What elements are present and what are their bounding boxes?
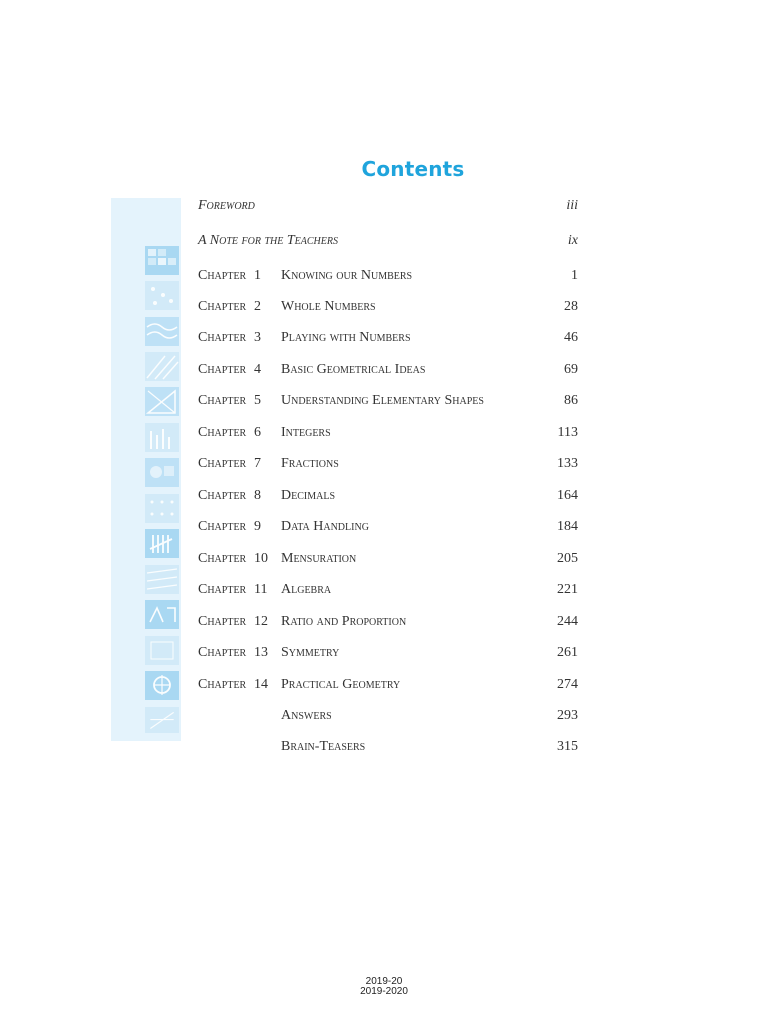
toc-entry-chapter-9[interactable] (198, 517, 578, 537)
shapes-icon (145, 458, 179, 487)
toc-entry-chapter-5[interactable] (198, 391, 578, 411)
toc-entry-chapter-7[interactable] (198, 454, 578, 474)
dotted-grid-icon (145, 494, 179, 523)
chapter-title: Decimals (281, 488, 336, 503)
entry-page-number: iii (566, 198, 578, 213)
chapter-title: Fractions (281, 456, 339, 471)
chapter-number: 7 (254, 456, 261, 471)
toc-entry-chapter-3[interactable] (198, 328, 578, 348)
chapter-title: Basic Geometrical Ideas (281, 362, 426, 377)
toc-entry-answers[interactable] (198, 706, 578, 726)
chapter-title: Whole Numbers (281, 299, 376, 314)
chapter-label: Chapter (198, 551, 247, 566)
toc-entry-chapter-2[interactable] (198, 297, 578, 317)
chapter-label: Chapter (198, 519, 247, 534)
chapter-title: Mensuration (281, 551, 357, 566)
entry-title: Brain-Teasers (281, 739, 366, 754)
dots-pattern-icon (145, 281, 179, 310)
chapter-title: Knowing our Numbers (281, 268, 413, 283)
toc-entry-chapter-12[interactable] (198, 612, 578, 632)
toc-entry-chapter-10[interactable] (198, 549, 578, 569)
page-title: Contents (361, 157, 465, 181)
toc-entry-chapter-6[interactable] (198, 423, 578, 443)
entry-page-number: 164 (557, 488, 578, 503)
entry-page-number: 46 (564, 330, 578, 345)
chapter-title: Practical Geometry (281, 677, 401, 692)
triangle-icon (145, 387, 179, 416)
entry-page-number: 184 (557, 519, 578, 534)
chapter-number: 11 (254, 582, 268, 597)
entry-page-number: 221 (557, 582, 578, 597)
toc-entry-brain-teasers[interactable] (198, 737, 578, 757)
entry-page-number: 1 (571, 268, 578, 283)
entry-page-number: 244 (557, 614, 578, 629)
entry-page-number: 69 (564, 362, 578, 377)
chapter-title: Integers (281, 425, 331, 440)
wave-lines-icon (145, 317, 179, 346)
tally-marks-icon (145, 529, 179, 558)
entry-title: A Note for the Teachers (198, 233, 338, 248)
entry-page-number: 205 (557, 551, 578, 566)
toc-entry-chapter-4[interactable] (198, 360, 578, 380)
chapter-number: 10 (254, 551, 268, 566)
entry-page-number: 86 (564, 393, 578, 408)
chapter-title: Data Handling (281, 519, 369, 534)
footer-year-long: 2019-2020 (360, 986, 408, 997)
chapter-number: 8 (254, 488, 261, 503)
measurement-icon (145, 600, 179, 629)
chapter-number: 5 (254, 393, 261, 408)
entry-page-number: 28 (564, 299, 578, 314)
chapter-title: Ratio and Proportion (281, 614, 407, 629)
chapter-title: Understanding Elementary Shapes (281, 393, 484, 408)
construction-icon (145, 707, 179, 733)
toc-entry-chapter-8[interactable] (198, 486, 578, 506)
toc-entry-chapter-14[interactable] (198, 675, 578, 695)
chapter-label: Chapter (198, 393, 247, 408)
chapter-label: Chapter (198, 456, 247, 471)
entry-page-number: 261 (557, 645, 578, 660)
chapter-label: Chapter (198, 677, 247, 692)
chapter-number: 9 (254, 519, 261, 534)
chapter-label: Chapter (198, 488, 247, 503)
page-footer (0, 977, 768, 997)
chapter-number: 4 (254, 362, 261, 377)
chapter-number: 1 (254, 268, 261, 283)
chapter-label: Chapter (198, 582, 247, 597)
entry-page-number: 293 (557, 708, 578, 723)
chapter-label: Chapter (198, 268, 247, 283)
chapter-title: Symmetry (281, 645, 340, 660)
toc-entry-chapter-11[interactable] (198, 580, 578, 600)
chapter-number: 13 (254, 645, 268, 660)
chapter-number: 6 (254, 425, 261, 440)
chapter-label: Chapter (198, 299, 247, 314)
entry-page-number: 274 (557, 677, 578, 692)
chapter-label: Chapter (198, 330, 247, 345)
footer-year-short: 2019-20 (365, 976, 403, 987)
chapter-label: Chapter (198, 425, 247, 440)
chapter-number: 12 (254, 614, 268, 629)
chapter-title: Algebra (281, 582, 332, 597)
entry-title: Answers (281, 708, 332, 723)
diagonal-lines-icon (145, 352, 179, 381)
entry-page-number: 133 (557, 456, 578, 471)
faint-pattern-icon (145, 636, 179, 665)
chapter-number: 2 (254, 299, 261, 314)
decorative-sidebar (111, 198, 181, 741)
bars-pattern-icon (145, 423, 179, 452)
toc-entry-foreword[interactable] (198, 196, 578, 216)
chapter-label: Chapter (198, 645, 247, 660)
grid-icon (145, 246, 179, 275)
entry-title: Foreword (198, 198, 255, 213)
chapter-label: Chapter (198, 614, 247, 629)
entry-page-number: 113 (557, 425, 578, 440)
chapter-label: Chapter (198, 362, 247, 377)
entry-page-number: 315 (557, 739, 578, 754)
chapter-number: 14 (254, 677, 268, 692)
entry-page-number: ix (567, 233, 578, 248)
toc-entry-chapter-13[interactable] (198, 643, 578, 663)
symmetry-icon (145, 671, 179, 700)
hatched-lines-icon (145, 565, 179, 594)
toc-entry-chapter-1[interactable] (198, 266, 578, 286)
chapter-number: 3 (254, 330, 261, 345)
toc-entry-note-for-teachers[interactable] (198, 231, 578, 251)
chapter-title: Playing with Numbers (281, 330, 411, 345)
